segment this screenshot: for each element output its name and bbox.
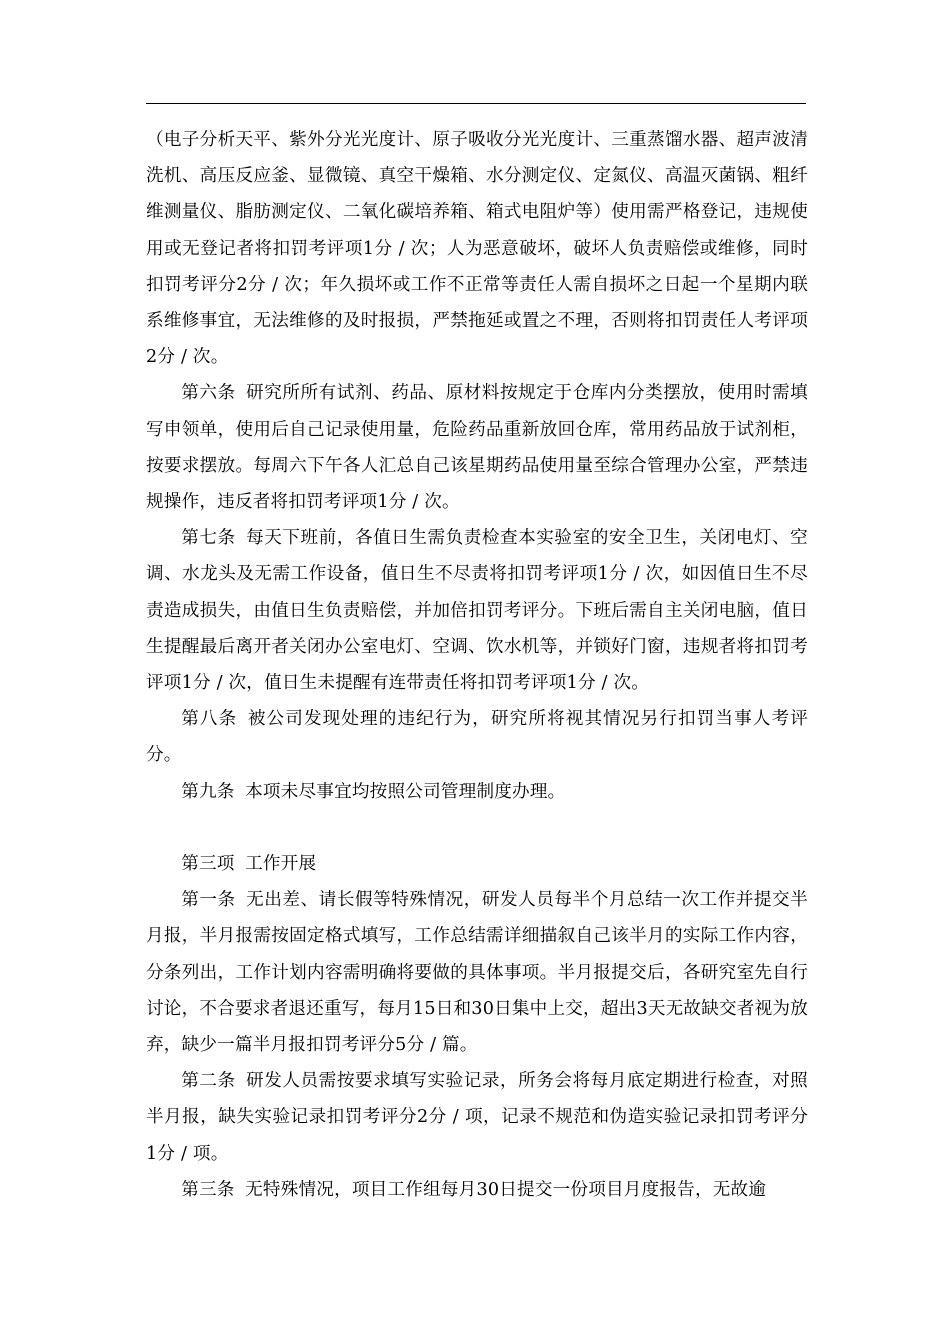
article-label: 第二条 [181,1071,236,1092]
header-rule [146,103,806,104]
article-text: 无出差、请长假等特殊情况，研发人员每半个月总结一次工作并提交半月报，半月报需按固定格式填写，工作总结需详细描叙自己该半月的实际工作内容，分条列出，工作计划内容需明确将要做的具体事项。半月报提交后，各研究室先自行讨论，不合要求者退还重写，每月15日和30日集中上交，超出3天无故缺交者视为放弃，缺少一篇半月报扣罚考评分5分 / 篇。 [146,890,808,1056]
article-text: 研究所所有试剂、药品、原材料按规定于仓库内分类摆放，使用时需填写申领单，使用后自己记录使用量，危险药品重新放回仓库，常用药品放于试剂柜，按要求摆放。每周六下午各人汇总自己该星期药品使用量至综合管理办公室，严禁违规操作，违反者将扣罚考评项1分 / 次。 [146,383,808,513]
article-text: 本项未尽事宜均按照公司管理制度办理。 [245,781,566,802]
article-label: 第六条 [181,383,236,404]
article-label: 第九条 [181,781,235,802]
paragraph-equipment-rules [146,122,808,375]
article-text: 每天下班前，各值日生需负责检查本实验室的安全卫生，关闭电灯、空调、水龙头及无需工作设备，值日生不尽责将扣罚考评项1分 / 次，如因值日生不尽责造成损失，由值日生负责赔偿，并加倍扣罚考评分。下班后需自主关闭电脑，值日生提醒最后离开者关闭办公室电灯、空调、饮水机等，并锁好门窗，违规者将扣罚考评项1分 / 次，值日生未提醒有连带责任将扣罚考评项1分 / 次。 [146,528,808,694]
article-text: 无特殊情况，项目工作组每月30日提交一份项目月度报告，无故逾 [245,1179,767,1200]
article-9 [146,774,808,810]
section-title: 工作开展 [245,854,317,875]
blank-line [146,810,808,846]
article-text: 被公司发现处理的违纪行为，研究所将视其情况另行扣罚当事人考评分。 [146,709,808,766]
article-label: 第一条 [181,890,236,911]
article-label: 第三条 [181,1179,235,1200]
article-7 [146,520,808,701]
article-label: 第八条 [181,709,238,730]
section-article-2 [146,1063,808,1172]
article-text: 研发人员需按要求填写实验记录，所务会将每月底定期进行检查，对照半月报，缺失实验记录扣罚考评分2分 / 项，记录不规范和伪造实验记录扣罚考评分1分 / 项。 [146,1071,808,1164]
section-label: 第三项 [181,854,235,875]
section-article-1 [146,882,808,1063]
paragraph-text: （电子分析天平、紫外分光光度计、原子吸收分光光度计、三重蒸馏水器、超声波清洗机、高压反应釜、显微镜、真空干燥箱、水分测定仪、定氮仪、高温灭菌锅、粗纤维测量仪、脂肪测定仪、二氧化碳培养箱、箱式电阻炉等）使用需严格登记，违规使用或无登记者将扣罚考评项1分 / 次；人为恶意破坏，破坏人负责赔偿或维修，同时扣罚考评分2分 / 次；年久损坏或工作不正常等责任人需自损坏之日起一个星期内联系维修事宜，无法维修的及时报损，严禁拖延或置之不理，否则将扣罚责任人考评项2分 / 次。 [146,130,808,368]
section-heading [146,846,808,882]
article-label: 第七条 [181,528,236,549]
article-6 [146,375,808,520]
article-8 [146,701,808,773]
section-article-3 [146,1172,808,1208]
document-body [146,122,808,1208]
